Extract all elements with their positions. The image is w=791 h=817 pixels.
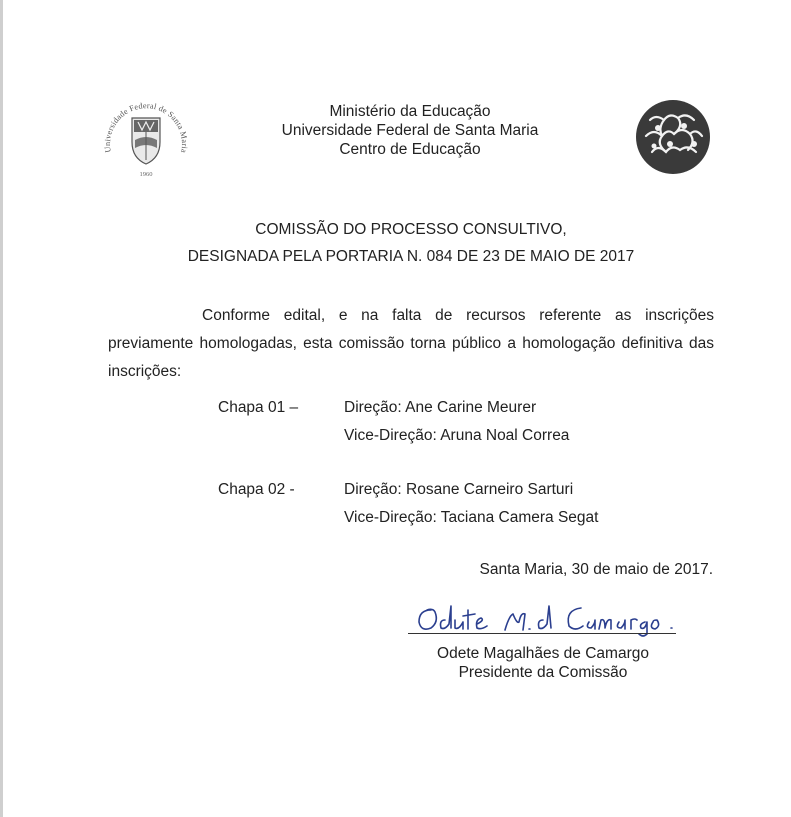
ministry-name: Ministério da Educação xyxy=(329,103,491,120)
document-title xyxy=(130,216,692,270)
chapa-vice-direcao: Vice-Direção: Aruna Noal Correa xyxy=(344,427,570,444)
chapa-label: Chapa 01 – xyxy=(218,399,299,416)
chapa-direcao: Direção: Ane Carine Meurer xyxy=(344,399,537,416)
dateline: Santa Maria, 30 de maio de 2017. xyxy=(479,561,713,578)
chapa-direcao: Direção: Rosane Carneiro Sarturi xyxy=(344,481,574,498)
handwritten-signature xyxy=(405,598,680,638)
university-seal-icon xyxy=(98,96,194,180)
center-name: Centro de Educação xyxy=(339,141,481,158)
letterhead xyxy=(230,102,590,159)
puzzle-globe-emblem-icon xyxy=(634,98,712,176)
signature-line xyxy=(408,633,676,634)
signer-name: Odete Magalhães de Camargo xyxy=(437,645,649,662)
chapa-vice-direcao: Vice-Direção: Taciana Camera Segat xyxy=(344,509,599,526)
body-paragraph: Conforme edital, e na falta de recursos referente as inscrições previamente homologadas, esta comissão torna público a homologação definitiva das inscrições: xyxy=(108,307,714,380)
scan-edge xyxy=(0,0,3,817)
title-line-2: DESIGNADA PELA PORTARIA N. 084 DE 23 DE MAIO DE 2017 xyxy=(187,248,635,265)
svg-text:Universidade Federal de Santa: Universidade Federal de Santa Maria xyxy=(102,101,190,154)
chapa-label: Chapa 02 - xyxy=(218,481,295,498)
university-name: Universidade Federal de Santa Maria xyxy=(281,122,539,139)
signer-role: Presidente da Comissão xyxy=(458,664,628,681)
signer-block xyxy=(418,644,668,682)
title-line-1: COMISSÃO DO PROCESSO CONSULTIVO, xyxy=(255,221,567,238)
svg-text:1960: 1960 xyxy=(139,171,153,178)
